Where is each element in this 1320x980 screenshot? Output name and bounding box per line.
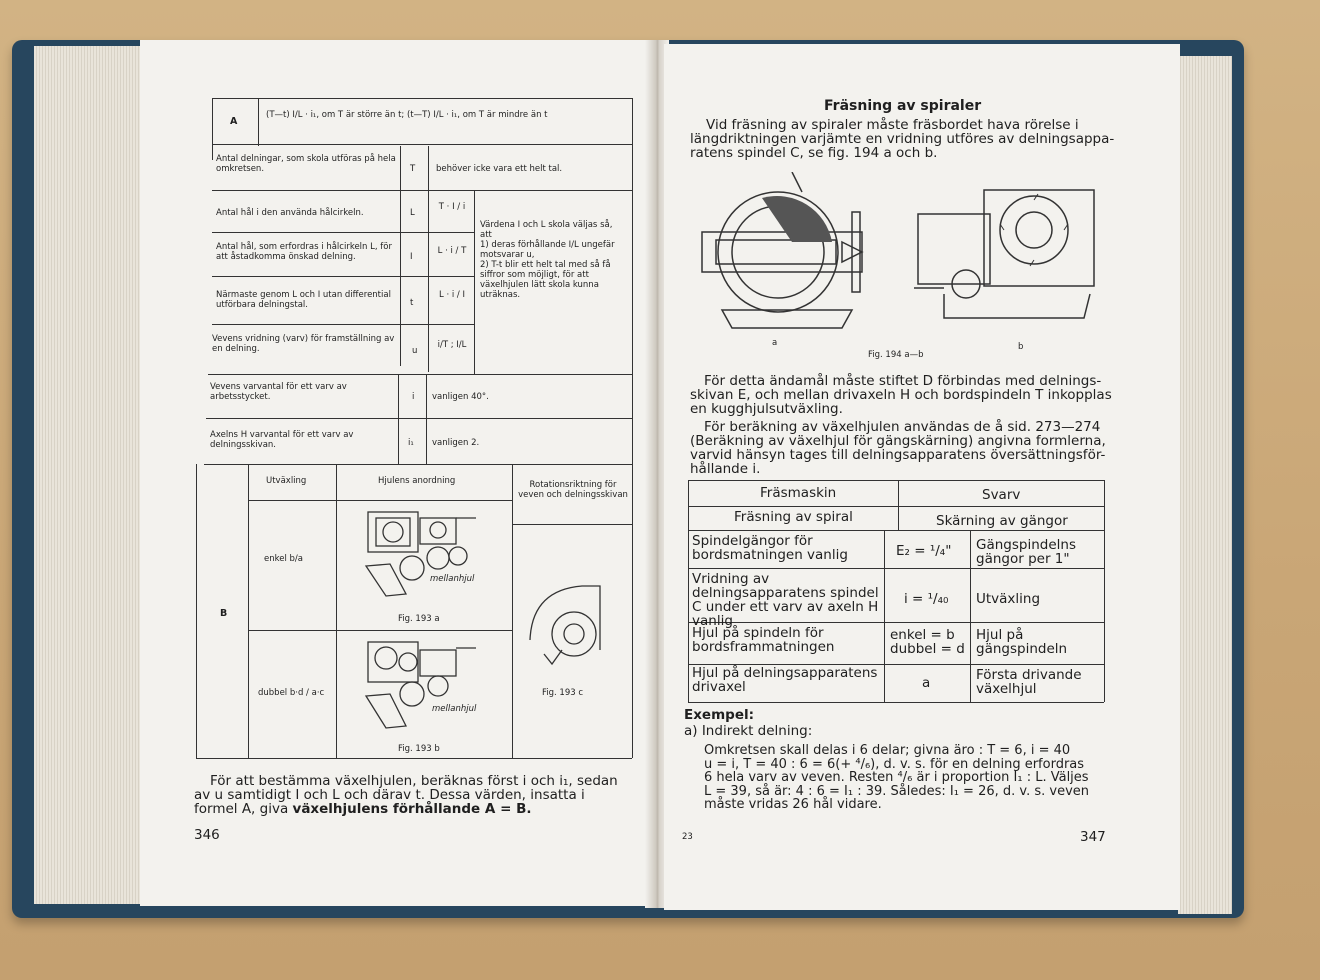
- left-para-line-2: av u samtidigt I och L och därav t. Dessa värden, insatta i: [194, 787, 585, 803]
- para1-line-3: en kugghjulsutväxling.: [690, 401, 843, 417]
- row-7-val: vanligen 2.: [432, 438, 480, 448]
- row1-desc: Spindelgängor för bordsmatningen vanlig: [692, 533, 848, 563]
- row2-desc: Vridning av delningsapparatens spindel C under ett varv av axeln H vanlig: [692, 571, 879, 629]
- right-page: [664, 44, 1180, 910]
- row1-svarv: Gängspindelns gängor per 1": [976, 537, 1076, 567]
- enkel-label: enkel b/a: [264, 554, 303, 564]
- row-5-sym: u: [412, 346, 418, 356]
- row-a-label: A: [230, 116, 238, 127]
- left-paragraph: [194, 774, 634, 816]
- right-para-2: [690, 420, 1130, 476]
- row1-value: E₂ = ¹/₄": [896, 543, 952, 559]
- row-1-sym: T: [410, 164, 416, 174]
- row-6-desc: Vevens varvantal för ett varv av arbetsstycket.: [210, 382, 347, 402]
- row-1-desc: Antal delningar, som skola utföras på hela omkretsen.: [216, 154, 396, 174]
- left-page: [140, 40, 652, 906]
- fig-193a-caption: Fig. 193 a: [398, 614, 440, 624]
- row-1-val: behöver icke vara ett helt tal.: [436, 164, 563, 174]
- row-3-sym: I: [410, 252, 413, 262]
- left-page-number: 346: [194, 827, 220, 843]
- intro-line-1: Vid fräsning av spiraler måste fräsbordet hava rörelse i: [706, 117, 1079, 133]
- row4-svarv: Första drivande växelhjul: [976, 667, 1082, 697]
- col-header-anordning: Hjulens anordning: [378, 476, 456, 486]
- left-para-bold: växelhjulens förhållande A = B.: [292, 801, 532, 817]
- right-para-1: [690, 374, 1130, 416]
- row-2-sym: L: [410, 208, 415, 218]
- th-frasmaskin: Fräsmaskin: [760, 485, 837, 501]
- para2-line-2: (Beräkning av växelhjul för gängskärning) angivna formlerna,: [690, 433, 1106, 449]
- example-line-5: måste vridas 26 hål vidare.: [704, 797, 882, 812]
- fig-193c-drawing: [522, 580, 626, 676]
- intro-line-3: ratens spindel C, se fig. 194 a och b.: [690, 145, 938, 161]
- mellanhjul-label-b: mellanhjul: [432, 704, 477, 714]
- fig-194-label-a: a: [772, 338, 778, 348]
- fig-194b-drawing: [914, 184, 1114, 334]
- row-4-val: L · i / I: [439, 290, 465, 300]
- signature-mark: 23: [682, 832, 693, 842]
- row-2-desc: Antal hål i den använda hålcirkeln.: [216, 208, 364, 218]
- right-page-number: 347: [1080, 829, 1106, 845]
- th-frasning-spiral: Fräsning av spiral: [734, 509, 853, 525]
- row-4-desc: Närmaste genom L och I utan differential utförbara delningstal.: [216, 290, 391, 310]
- right-heading: Fräsning av spiraler: [824, 98, 982, 114]
- left-para-line-1: För att bestämma växelhjulen, beräknas först i och i₁, sedan: [210, 773, 618, 789]
- para1-line-1: För detta ändamål måste stiftet D förbindas med delnings-: [704, 373, 1102, 389]
- page-edges-left: [34, 46, 142, 904]
- row-a-formula: (T—t) I/L · i₁, om T är större än t; (t—T) I/L · i₁, om T är mindre än t: [266, 110, 548, 120]
- row2-value: i = ¹/₄₀: [904, 591, 949, 607]
- row-b-label: B: [220, 608, 228, 619]
- row3-desc: Hjul på spindeln för bordsframmatningen: [692, 625, 835, 655]
- row-3-val: L · i / T: [437, 246, 467, 256]
- example-title: Exempel:: [684, 707, 754, 723]
- example-body: [704, 744, 1144, 812]
- example-line-4: L = 39, så är: 4 : 6 = I₁ : 39. Således: I₁ = 26, d. v. s. veven: [704, 783, 1090, 799]
- example-line-2: u = i, T = 40 : 6 = 6(+ ⁴/₆), d. v. s. för en delning erfordras: [704, 756, 1085, 772]
- left-para-line-3: [194, 802, 634, 816]
- row2-svarv: Utväxling: [976, 591, 1041, 607]
- example-line-1: Omkretsen skall delas i 6 delar; givna äro : T = 6, i = 40: [704, 743, 1071, 758]
- col-header-utvaxling: Utväxling: [266, 476, 307, 486]
- example-sub: a) Indirekt delning:: [684, 723, 813, 739]
- row-5-val: i/T ; I/L: [437, 340, 467, 350]
- mellanhjul-label-a: mellanhjul: [430, 574, 475, 584]
- dubbel-label: dubbel b·d / a·c: [258, 688, 325, 698]
- right-intro: [690, 118, 1130, 160]
- row3-svarv: Hjul på gängspindeln: [976, 627, 1068, 657]
- row-6-val: vanligen 40°.: [432, 392, 489, 402]
- fig-194-caption: Fig. 194 a—b: [868, 350, 924, 360]
- fig-194-label-b: b: [1018, 342, 1024, 352]
- fig-193a-drawing: [346, 506, 506, 610]
- row3-value: enkel = b dubbel = d: [890, 627, 965, 657]
- row-6-sym: i: [412, 392, 415, 402]
- row-2-val: T · I / i: [438, 202, 466, 212]
- th-skarning-gangor: Skärning av gängor: [936, 513, 1068, 529]
- row-7-sym: i₁: [408, 438, 414, 448]
- intro-line-2: längdriktningen varjämte en vridning utföres av delningsappa-: [690, 131, 1115, 147]
- left-para-line-3-text: formel A, giva: [194, 801, 293, 817]
- fig-193b-caption: Fig. 193 b: [398, 744, 440, 754]
- fig-193c-caption: Fig. 193 c: [542, 688, 584, 698]
- th-svarv: Svarv: [982, 487, 1021, 503]
- row-5-desc: Vevens vridning (varv) för framställning av en delning.: [212, 334, 395, 354]
- row4-value: a: [922, 675, 931, 691]
- fig-194a-drawing: [692, 172, 892, 332]
- para2-line-1: För beräkning av växelhjulen användas de å sid. 273—274: [704, 419, 1101, 435]
- para2-line-3: varvid hänsyn tages till delningsapparatens översättningsför-: [690, 447, 1106, 463]
- para1-line-2: skivan E, och mellan drivaxeln H och bordspindeln T inkopplas: [690, 387, 1112, 403]
- side-note: Värdena I och L skola väljas så, att 1) deras förhållande I/L ungefär motsvarar u, 2) T-t blir ett helt tal med så få siffror som möjligt, för att växelhjulen lätt skola kunna uträknas.: [480, 220, 615, 300]
- fig-193b-drawing: [346, 636, 506, 740]
- col-header-rotation: Rotationsriktning för veven och delningsskivan: [518, 480, 628, 500]
- row-7-desc: Axelns H varvantal för ett varv av delningsskivan.: [210, 430, 354, 450]
- example-line-3: 6 hela varv av veven. Resten ⁴/₆ är i proportion I₁ : L. Väljes: [704, 770, 1089, 785]
- para2-line-4: hållande i.: [690, 461, 761, 477]
- row-3-desc: Antal hål, som erfordras i hålcirkeln L, för att åstadkomma önskad delning.: [216, 242, 392, 262]
- page-edges-right: [1178, 56, 1232, 914]
- row-4-sym: t: [410, 298, 414, 308]
- row4-desc: Hjul på delningsapparatens drivaxel: [692, 665, 878, 695]
